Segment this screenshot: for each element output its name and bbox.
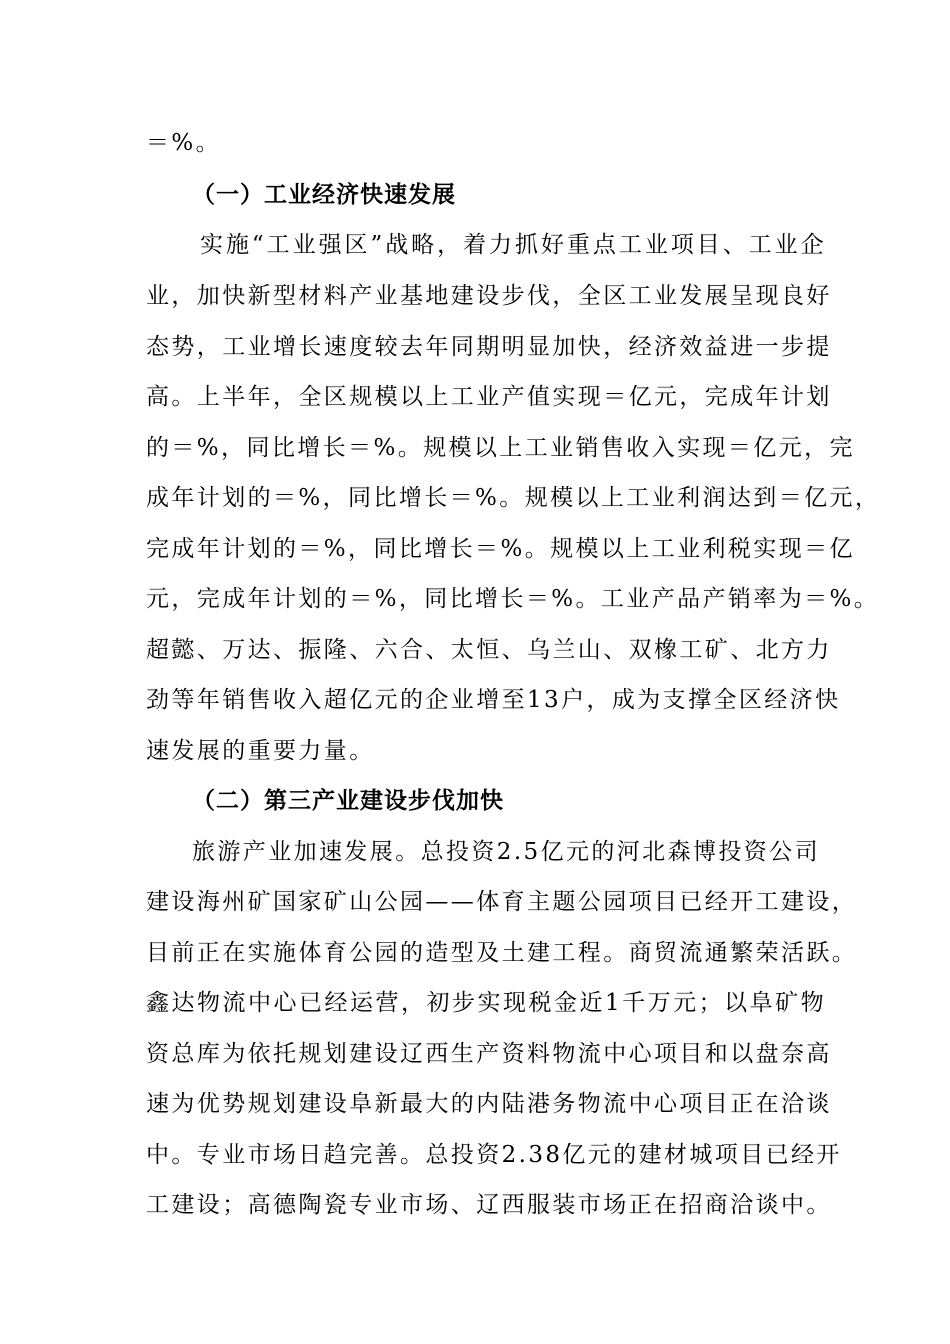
paragraph-line: 态势，工业增长速度较去年同期明显加快，经济效益进一步提 <box>146 334 832 360</box>
text-line: ＝%。 <box>146 130 222 156</box>
paragraph-line: 劲等年销售收入超亿元的企业增至13户，成为支撑全区经济快 <box>146 687 841 713</box>
paragraph-line: 业，加快新型材料产业基地建设步伐，全区工业发展呈现良好 <box>146 283 832 309</box>
paragraph-line: 超懿、万达、振隆、六合、太恒、乌兰山、双橡工矿、北方力 <box>146 637 832 663</box>
paragraph-line: 速发展的重要力量。 <box>146 738 375 764</box>
paragraph-line: 资总库为依托规划建设辽西生产资料物流中心项目和以盘奈高 <box>146 1041 832 1067</box>
paragraph-line: 旅游产业加速发展。总投资2.5亿元的河北森博投资公司 <box>192 839 820 865</box>
paragraph-line: 工建设；高德陶瓷专业市场、辽西服装市场正在招商洽谈中。 <box>146 1192 832 1218</box>
paragraph-line: 目前正在实施体育公园的造型及土建工程。商贸流通繁荣活跃。 <box>146 940 858 966</box>
paragraph-line: 鑫达物流中心已经运营，初步实现税金近1千万元；以阜矿物 <box>146 990 826 1016</box>
paragraph-line: 实施“工业强区”战略，着力抓好重点工业项目、工业企 <box>200 232 826 258</box>
paragraph-line: 元，完成年计划的＝%，同比增长＝%。工业产品产销率为＝%。 <box>146 586 880 612</box>
paragraph-line: 高。上半年，全区规模以上工业产值实现＝亿元，完成年计划 <box>146 384 832 410</box>
section-heading-industry: （一）工业经济快速发展 <box>192 182 456 208</box>
paragraph-line: 建设海州矿国家矿山公园——体育主题公园项目已经开工建设， <box>146 889 858 915</box>
paragraph-line: 的＝%，同比增长＝%。规模以上工业销售收入实现＝亿元，完 <box>146 435 855 461</box>
paragraph-line: 中。专业市场日趋完善。总投资2.38亿元的建材城项目已经开 <box>146 1142 842 1168</box>
section-heading-tertiary: （二）第三产业建设步伐加快 <box>192 788 504 814</box>
paragraph-line: 完成年计划的＝%，同比增长＝%。规模以上工业利税实现＝亿 <box>146 536 855 562</box>
paragraph-line: 速为优势规划建设阜新最大的内陆港务物流中心项目正在洽谈 <box>146 1091 832 1117</box>
paragraph-line: 成年计划的＝%，同比增长＝%。规模以上工业利润达到＝亿元， <box>146 485 881 511</box>
